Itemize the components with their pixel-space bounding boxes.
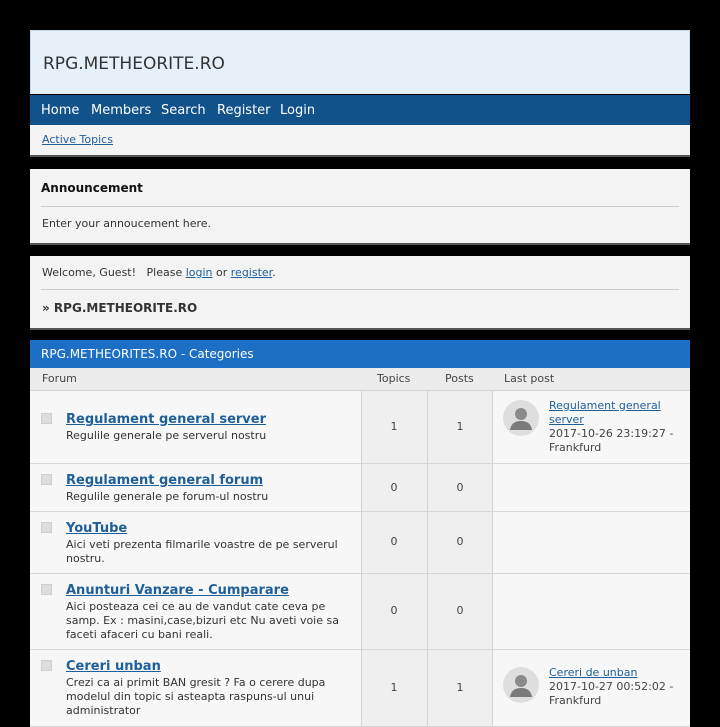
forum-row (30, 574, 690, 650)
forum-status-icon (41, 584, 52, 595)
forum-title[interactable]: YouTube (66, 521, 128, 536)
topics-count: 1 (390, 681, 398, 694)
divider (41, 206, 679, 207)
posts-count: 0 (456, 604, 464, 617)
login-link[interactable]: login (185, 266, 213, 279)
col-posts: Posts (445, 372, 474, 385)
posts-count: 0 (456, 481, 464, 494)
topics-count: 0 (390, 535, 398, 548)
col-forum: Forum (42, 372, 77, 385)
posts-count: 1 (456, 420, 464, 433)
col-topics: Topics (377, 372, 411, 385)
main-navbar (30, 95, 690, 125)
last-post-meta: 2017-10-27 00:52:02 - Frankfurd (549, 680, 674, 707)
welcome-prefix: Welcome, Guest! Please (42, 266, 186, 279)
last-post-link[interactable]: Cereri de unban (549, 666, 638, 679)
nav-members[interactable]: Members (91, 103, 152, 118)
forum-status-icon (41, 660, 52, 671)
sub-navbar (30, 125, 690, 157)
site-header (30, 30, 690, 94)
topics-count: 0 (390, 481, 398, 494)
forum-row (30, 650, 690, 727)
posts-count: 1 (456, 681, 464, 694)
welcome-text (42, 266, 276, 279)
forum-description: Aici posteaza cei ce au de vandut cate ceva pe samp. Ex : masini,case,bizuri etc Nu aveti voie sa faceti afaceri cu bani reali. (66, 600, 339, 641)
forum-description: Aici veti prezenta filmarile voastre de pe serverul nostru. (66, 538, 338, 565)
topics-count: 0 (390, 604, 398, 617)
panel-border (30, 328, 690, 330)
forum-description: Regulile generale pe forum-ul nostru (66, 490, 269, 503)
user-avatar-icon[interactable] (503, 400, 539, 436)
forum-title[interactable]: Regulament general forum (66, 473, 264, 488)
nav-search[interactable]: Search (161, 103, 206, 118)
divider (41, 289, 679, 290)
announcement-text: Enter your annoucement here. (42, 217, 212, 230)
page (30, 30, 690, 717)
category-block (30, 340, 690, 727)
forum-title[interactable]: Cereri unban (66, 659, 161, 674)
welcome-or: or (212, 266, 231, 279)
col-last-post: Last post (504, 372, 555, 385)
topics-count: 1 (390, 420, 398, 433)
posts-count: 0 (456, 535, 464, 548)
breadcrumb[interactable]: » RPG.METHEORITE.RO (42, 301, 198, 315)
nav-home[interactable]: Home (41, 103, 80, 118)
last-post-link[interactable]: Regulament general server (549, 399, 661, 426)
last-post-meta: 2017-10-26 23:19:27 - Frankfurd (549, 427, 674, 454)
forum-description: Regulile generale pe serverul nostru (66, 429, 267, 442)
forum-row (30, 512, 690, 574)
user-avatar-icon[interactable] (503, 667, 539, 703)
category-title[interactable]: RPG.METHEORITES.RO - Categories (30, 340, 690, 368)
forum-status-icon (41, 413, 52, 424)
forum-description: Crezi ca ai primit BAN gresit ? Fa o cerere dupa modelul din topic si asteapta raspuns-ul unui administrator (66, 676, 326, 717)
welcome-panel (30, 256, 690, 330)
forum-row (30, 391, 690, 464)
forum-status-icon (41, 474, 52, 485)
announcement-panel (30, 169, 690, 245)
forum-title[interactable]: Anunturi Vanzare - Cumparare (66, 583, 289, 598)
active-topics-link[interactable]: Active Topics (42, 133, 113, 146)
panel-border (30, 243, 690, 245)
column-headers (30, 368, 690, 391)
forum-title[interactable]: Regulament general server (66, 412, 267, 427)
forum-status-icon (41, 522, 52, 533)
forum-row (30, 464, 690, 512)
nav-register[interactable]: Register (217, 103, 271, 118)
register-link[interactable]: register (230, 266, 273, 279)
announcement-title: Announcement (41, 181, 143, 195)
nav-login[interactable]: Login (280, 103, 316, 118)
welcome-suffix: . (272, 266, 276, 279)
site-title[interactable]: RPG.METHEORITE.RO (43, 54, 225, 74)
